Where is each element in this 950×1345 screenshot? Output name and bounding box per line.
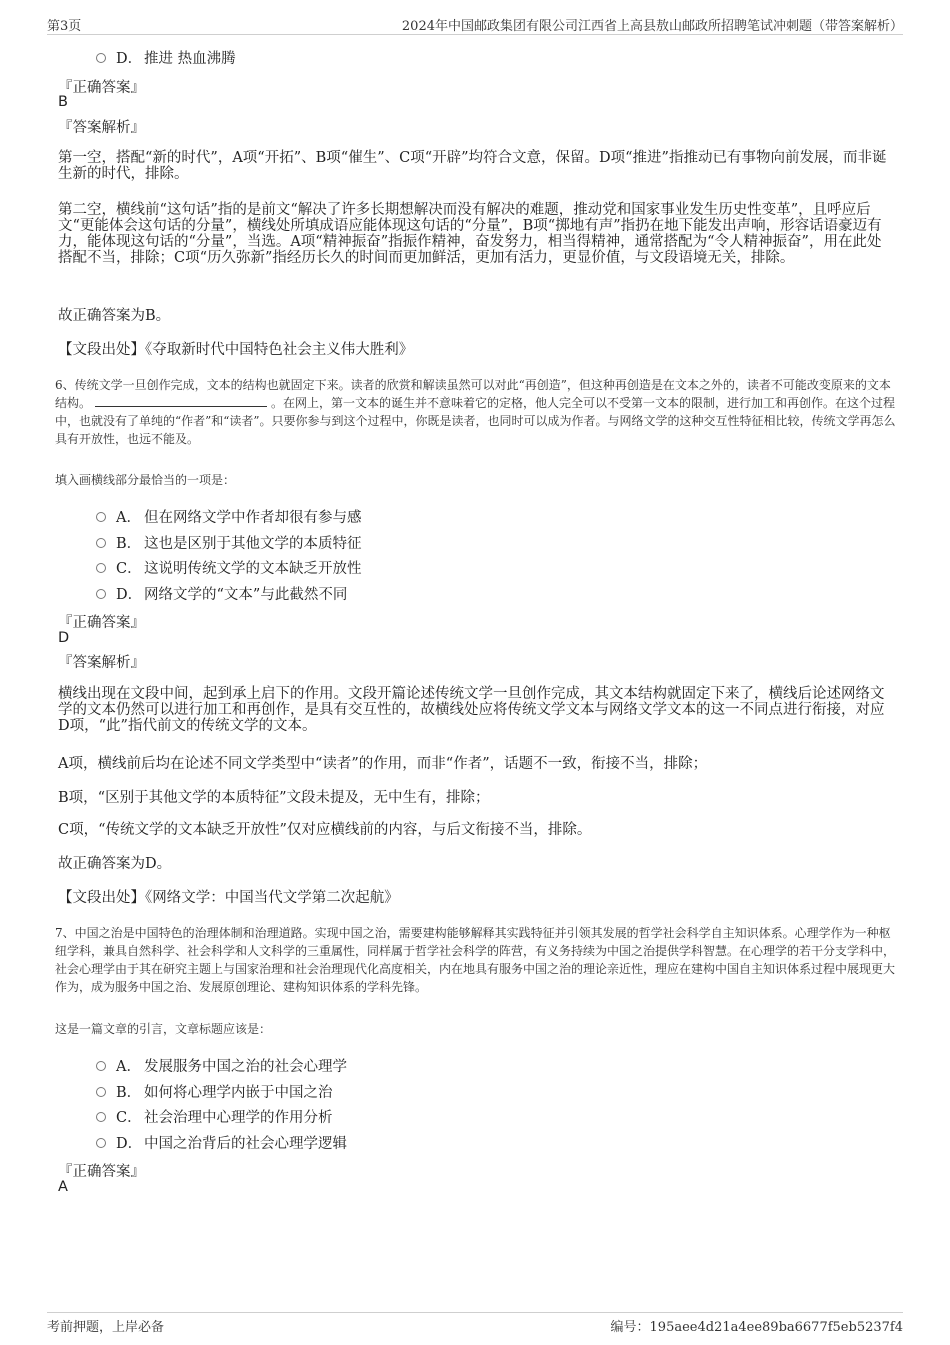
analysis-paragraph: A项，横线前后均在论述不同文学类型中“读者”的作用，而非“作者”，话题不一致，衔接不当，排除；: [58, 756, 708, 772]
radio-icon[interactable]: [96, 512, 106, 522]
correct-answer: B: [58, 94, 68, 110]
analysis-paragraph: C项，“传统文学的文本缺乏开放性”仅对应横线前的内容，与后文衔接不当，排除。: [58, 822, 592, 838]
radio-icon[interactable]: [96, 589, 106, 599]
page-footer: [47, 1312, 903, 1335]
analysis-paragraph: 第二空，横线前“这句话”指的是前文“解决了许多长期想解决而没有解决的难题，推动党和国家事业发生历史性变革”，且呼应后文“更能体会这句话的分量”，横线处所填成语应能体现这句话的“分量”，B项“掷地有声”指扔在地下能发出声响，形容话语豪迈有力，能体现这句话的“分量”，当选。A项“精神振奋”指振作精神，奋发努力，相当得精神，通常搭配为“令人精神振奋”，用在此处搭配不当，排除；C项“历久弥新”指经历长久的时间而更加鲜活，更加有活力，更显价值，与文段语境无关，排除。: [58, 202, 882, 266]
radio-icon[interactable]: [96, 563, 106, 573]
answer-label: 『正确答案』: [58, 615, 145, 631]
source-citation: 【文段出处】《夺取新时代中国特色社会主义伟大胜利》: [58, 342, 414, 358]
answer-label: 『正确答案』: [58, 1164, 145, 1180]
q7-option-a[interactable]: A． 发展服务中国之治的社会心理学: [96, 1055, 347, 1076]
document-title: 2024年中国邮政集团有限公司江西省上高县敖山邮政所招聘笔试冲刺题（带答案解析）: [401, 19, 903, 34]
page-number: 第3页: [47, 19, 82, 34]
q7-question-text: 7、中国之治是中国特色的治理体制和治理道路。实现中国之治，需要建构能够解释其实践特征并引领其发展的哲学社会科学自主知识体系。心理学作为一种枢纽学科，兼具自然科学、社会科学和人文科学的三重属性，同样属于哲学社会科学的阵营，有义务持续为中国之治提供学科智慧。在心理学的若干分支学科中，社会心理学由于其在研究主题上与国家治理和社会治理现代化高度相关，内在地具有服务中国之治的理论亲近性，理应在建构中国自主知识体系过程中展现更大作为，成为服务中国之治、发展原创理论、建构知识体系的学科先锋。: [55, 926, 896, 994]
fill-blank-line: [95, 394, 267, 407]
analysis-paragraph: 横线出现在文段中间，起到承上启下的作用。文段开篇论述传统文学一旦创作完成，其文本结构就固定下来了，横线后论述网络文学的文本仍然可以进行加工和再创作，是具有交互性的，故横线处应将传统文学文本与网络文学文本的这一不同点进行衔接，对应D项，“此”指代前文的传统文学的文本。: [58, 686, 885, 734]
document-id: 编号：195aee4d21a4ee89ba6677f5eb5237f4: [610, 1320, 903, 1335]
page-header: [47, 14, 903, 35]
radio-icon[interactable]: [96, 1112, 106, 1122]
q5-option-d[interactable]: D． 推进 热血沸腾: [96, 47, 236, 68]
q7-option-b[interactable]: B． 如何将心理学内嵌于中国之治: [96, 1081, 333, 1102]
answer-label: 『正确答案』: [58, 80, 145, 96]
analysis-conclusion: 故正确答案为D。: [58, 856, 172, 872]
q7-instruction: 这是一篇文章的引言，文章标题应该是：: [55, 1022, 272, 1036]
footer-slogan: 考前押题，上岸必备: [47, 1320, 165, 1335]
analysis-conclusion: 故正确答案为B。: [58, 308, 171, 324]
q6-instruction: 填入画横线部分最恰当的一项是：: [55, 473, 236, 487]
q6-option-b[interactable]: B． 这也是区别于其他文学的本质特征: [96, 532, 362, 553]
radio-icon[interactable]: [96, 1061, 106, 1071]
radio-icon[interactable]: [96, 53, 106, 63]
correct-answer: D: [58, 630, 70, 646]
q6-question-text: 6、传统文学一旦创作完成，文本的结构也就固定下来。读者的欣赏和解读虽然可以对此“再创造”，但这种再创造是在文本之外的，读者不可能改变原来的文本结构。 。在网上，第一文本的诞生并不意味着它的定格，他人完全可以不受第一文本的限制，进行加工和再创作。在这个过程中，也就没有了单纯的“作者”和“读者”。只要你参与到这个过程中，你既是读者，也同时可以成为作者。与网络文学的这种交互性特征相比较，传统文学再怎么具有开放性，也远不能及。: [55, 378, 896, 446]
analysis-paragraph: B项，“区别于其他文学的本质特征”文段未提及，无中生有，排除；: [58, 790, 490, 806]
q6-option-d[interactable]: D． 网络文学的“文本”与此截然不同: [96, 583, 347, 604]
analysis-label: 『答案解析』: [58, 120, 145, 136]
source-citation: 【文段出处】《网络文学：中国当代文学第二次起航》: [58, 890, 399, 906]
correct-answer: A: [58, 1179, 68, 1195]
analysis-label: 『答案解析』: [58, 655, 145, 671]
analysis-paragraph: 第一空，搭配“新的时代”，A项“开拓”、B项“催生”、C项“开辟”均符合文意，保留。D项“推进”指推动已有事物向前发展，而非诞生新的时代，排除。: [58, 150, 887, 182]
radio-icon[interactable]: [96, 1087, 106, 1097]
radio-icon[interactable]: [96, 538, 106, 548]
q6-option-c[interactable]: C． 这说明传统文学的文本缺乏开放性: [96, 557, 362, 578]
q7-option-c[interactable]: C． 社会治理中心理学的作用分析: [96, 1106, 333, 1127]
q6-option-a[interactable]: A． 但在网络文学中作者却很有参与感: [96, 506, 362, 527]
radio-icon[interactable]: [96, 1138, 106, 1148]
q7-option-d[interactable]: D． 中国之治背后的社会心理学逻辑: [96, 1132, 347, 1153]
